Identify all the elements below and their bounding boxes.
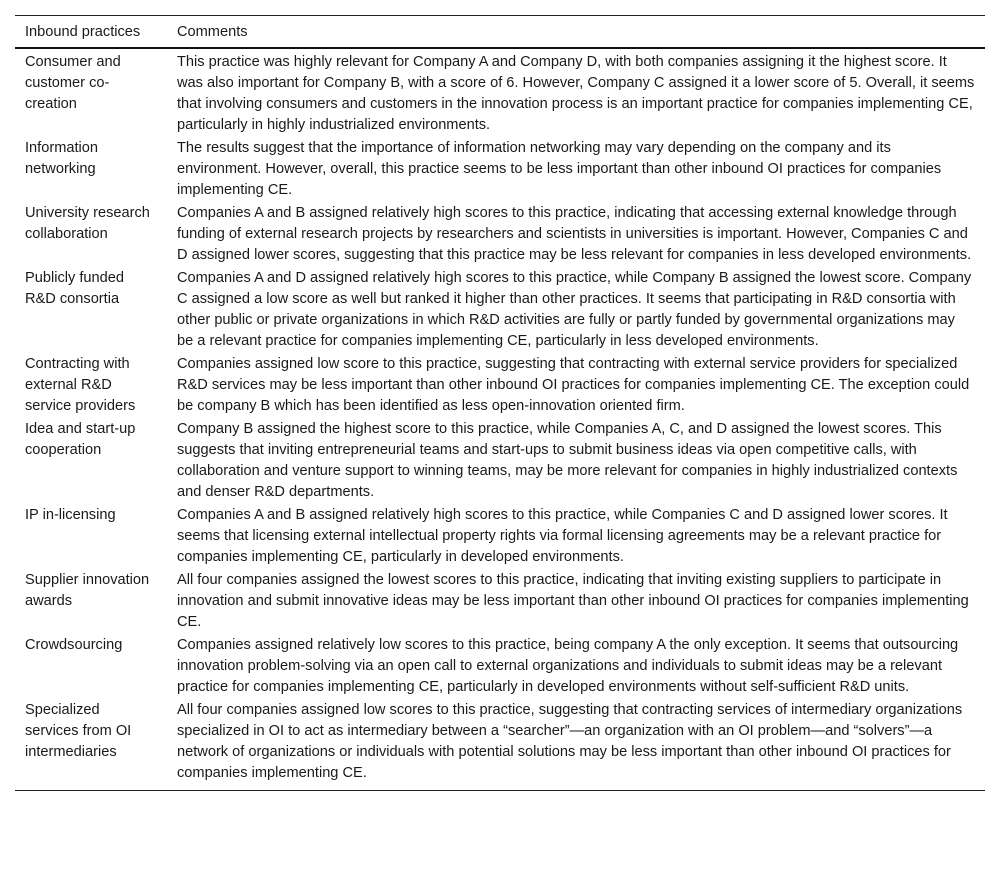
- practice-cell: Information networking: [25, 140, 99, 177]
- table-row: [15, 201, 985, 266]
- table-row: [15, 352, 985, 417]
- table-row: [15, 503, 985, 568]
- practice-cell: Specialized services from OI intermediaries: [25, 702, 132, 760]
- table-row: [15, 266, 985, 352]
- inbound-practices-table: [15, 15, 985, 791]
- comment-cell: Companies assigned low score to this practice, suggesting that contracting with external service providers for specialized R&D services may be less important than other inbound OI practices for companies implementing CE. The exception could be company B which has been identified as less open-innovation oriented firm.: [177, 356, 970, 414]
- table-row: [15, 48, 985, 136]
- table-row: [15, 698, 985, 791]
- table-row: [15, 568, 985, 633]
- table-body: [15, 48, 985, 791]
- comment-cell: Companies A and B assigned relatively high scores to this practice, while Companies C and D assigned lower scores. It seems that licensing external intellectual property rights via formal licensing agreements may be a relevant practice for companies implementing CE, particularly in developed environments.: [177, 507, 948, 565]
- comment-cell: All four companies assigned low scores to this practice, suggesting that contracting services of intermediary organizations specialized in OI to act as intermediary between a “searcher”—an organization with an OI problem—and “solvers”—a network of organizations or individuals with potential solutions may be less important than other inbound OI practices for companies implementing CE.: [177, 702, 963, 781]
- practice-cell: Idea and start-up cooperation: [25, 421, 136, 458]
- practice-cell: University research collaboration: [25, 205, 150, 242]
- table-row: [15, 417, 985, 503]
- comment-cell: Companies A and D assigned relatively high scores to this practice, while Company B assigned the lowest score. Company C assigned a low score as well but ranked it higher than other practices. It seems that participating in R&D consortia with other public or private organizations in which R&D activities are fully or partly funded by governmental organizations may be a relevant practice for companies implementing CE, particularly in less developed environments.: [177, 270, 972, 349]
- practice-cell: Publicly funded R&D consortia: [25, 270, 124, 307]
- practice-cell: Contracting with external R&D service providers: [25, 356, 136, 414]
- practice-cell: IP in-licensing: [25, 507, 116, 523]
- practice-cell: Crowdsourcing: [25, 637, 123, 653]
- comment-cell: This practice was highly relevant for Company A and Company D, with both companies assigning it the highest score. It was also important for Company B, with a score of 6. However, Company C assigned it a lower score of 5. Overall, it seems that involving consumers and customers in the innovation process is an important practice for companies implementing CE, particularly in highly industrialized environments.: [177, 54, 975, 133]
- comment-cell: All four companies assigned the lowest scores to this practice, indicating that inviting existing suppliers to participate in innovation and submit innovative ideas may be less important than other inbound OI practices for companies implementing CE.: [177, 572, 969, 630]
- header-comments: Comments: [167, 16, 985, 49]
- header-practices: Inbound practices: [15, 16, 167, 49]
- comment-cell: Companies assigned relatively low scores to this practice, being company A the only exception. It seems that outsourcing innovation problem-solving via an open call to external organizations and individuals to submit ideas may be a relevant practice for companies implementing CE, particularly in developed environments without self-sufficient R&D units.: [177, 637, 959, 695]
- table-row: [15, 136, 985, 201]
- practice-cell: Consumer and customer co-creation: [25, 54, 121, 112]
- table-header: [15, 16, 985, 49]
- header-row: [15, 16, 985, 49]
- practice-cell: Supplier innovation awards: [25, 572, 150, 609]
- comment-cell: Company B assigned the highest score to this practice, while Companies A, C, and D assigned the lowest scores. This suggests that inviting entrepreneurial teams and start-ups to submit business ideas via open competitive calls, with collaboration and venture support to winning teams, may be more relevant for companies in highly industrialized contexts and denser R&D departments.: [177, 421, 958, 500]
- table-row: [15, 633, 985, 698]
- comment-cell: The results suggest that the importance of information networking may vary depending on the company and its environment. However, overall, this practice seems to be less important than other inbound OI practices for companies implementing CE.: [177, 140, 942, 198]
- comment-cell: Companies A and B assigned relatively high scores to this practice, indicating that accessing external knowledge through funding of external research projects by researchers and scientists in universities is important. However, Companies C and D assigned lower scores, suggesting that this practice may be less relevant for companies in less developed environments.: [177, 205, 972, 263]
